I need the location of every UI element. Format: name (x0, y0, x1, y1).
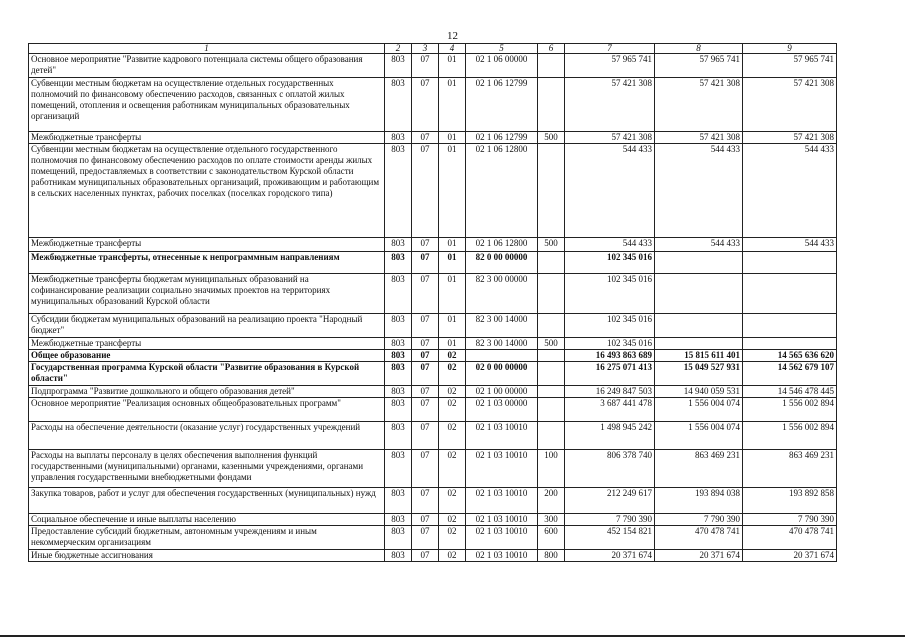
row-amount-3-cell: 1 556 002 894 (743, 422, 837, 450)
row-subsection-cell: 02 (439, 526, 466, 550)
row-section-cell: 07 (412, 386, 439, 398)
row-amount-1-cell: 212 249 617 (565, 488, 655, 514)
row-expense-type-cell: 500 (538, 238, 565, 252)
table-row (29, 514, 837, 526)
page-bottom-border (0, 635, 905, 637)
row-code-cell: 803 (385, 274, 412, 314)
table-row (29, 422, 837, 450)
row-name-cell: Общее образование (29, 350, 385, 362)
row-subsection-cell: 02 (439, 362, 466, 386)
row-amount-3-cell: 193 892 858 (743, 488, 837, 514)
row-amount-3-cell: 470 478 741 (743, 526, 837, 550)
table-row (29, 338, 837, 350)
row-code-cell: 803 (385, 350, 412, 362)
row-section-cell: 07 (412, 54, 439, 78)
row-target-article-cell: 82 3 00 14000 (466, 338, 538, 350)
row-subsection-cell: 01 (439, 338, 466, 350)
table-row (29, 238, 837, 252)
row-code-cell: 803 (385, 514, 412, 526)
row-amount-2-cell: 863 469 231 (655, 450, 743, 488)
row-section-cell: 07 (412, 314, 439, 338)
row-target-article-cell: 02 1 03 10010 (466, 450, 538, 488)
row-amount-2-cell: 20 371 674 (655, 550, 743, 562)
row-target-article-cell: 82 3 00 14000 (466, 314, 538, 338)
row-subsection-cell: 01 (439, 238, 466, 252)
table-row (29, 450, 837, 488)
row-amount-1-cell: 3 687 441 478 (565, 398, 655, 422)
header-cell: 2 (385, 44, 412, 54)
row-target-article-cell: 02 1 03 00000 (466, 398, 538, 422)
header-cell: 9 (743, 44, 837, 54)
row-name-cell: Государственная программа Курской области "Развитие образования в Курской области" (29, 362, 385, 386)
header-cell: 7 (565, 44, 655, 54)
row-code-cell: 803 (385, 450, 412, 488)
table-row (29, 78, 837, 132)
row-amount-1-cell: 1 498 945 242 (565, 422, 655, 450)
row-amount-3-cell: 20 371 674 (743, 550, 837, 562)
row-target-article-cell: 02 1 06 12800 (466, 238, 538, 252)
row-target-article-cell: 02 1 06 00000 (466, 54, 538, 78)
table-row (29, 314, 837, 338)
row-name-cell: Субвенции местным бюджетам на осуществление отдельного государственного полномочия по финансовому обеспечению расходов по оплате стоимости аренды жилых помещений, предоставляемых в соответствии с законодательством Курской области работникам муниципальных образовательных организаций, проживающим и работающим в сельских населенных пунктах, рабочих поселках (поселках городского типа) (29, 144, 385, 238)
row-expense-type-cell (538, 78, 565, 132)
row-code-cell: 803 (385, 78, 412, 132)
row-amount-2-cell: 193 894 038 (655, 488, 743, 514)
row-expense-type-cell (538, 362, 565, 386)
row-amount-1-cell: 16 249 847 503 (565, 386, 655, 398)
row-subsection-cell: 02 (439, 514, 466, 526)
row-name-cell: Межбюджетные трансферты (29, 238, 385, 252)
row-target-article-cell: 02 1 03 10010 (466, 514, 538, 526)
row-name-cell: Межбюджетные трансферты бюджетам муниципальных образований на софинансирование реализации социально значимых проектов на территориях муниципальных образований Курской области (29, 274, 385, 314)
row-amount-1-cell: 57 421 308 (565, 78, 655, 132)
row-code-cell: 803 (385, 398, 412, 422)
row-section-cell: 07 (412, 144, 439, 238)
row-section-cell: 07 (412, 488, 439, 514)
row-amount-1-cell: 544 433 (565, 144, 655, 238)
row-expense-type-cell: 500 (538, 132, 565, 144)
row-target-article-cell: 02 0 00 00000 (466, 362, 538, 386)
row-section-cell: 07 (412, 550, 439, 562)
row-section-cell: 07 (412, 274, 439, 314)
row-amount-2-cell: 14 940 059 531 (655, 386, 743, 398)
row-amount-3-cell: 863 469 231 (743, 450, 837, 488)
row-amount-2-cell (655, 314, 743, 338)
row-amount-3-cell (743, 338, 837, 350)
row-section-cell: 07 (412, 252, 439, 274)
row-target-article-cell: 02 1 03 10010 (466, 488, 538, 514)
row-expense-type-cell: 100 (538, 450, 565, 488)
row-expense-type-cell (538, 398, 565, 422)
table-row (29, 350, 837, 362)
budget-table (28, 43, 837, 562)
row-section-cell: 07 (412, 398, 439, 422)
row-expense-type-cell (538, 252, 565, 274)
row-code-cell: 803 (385, 144, 412, 238)
row-amount-1-cell: 102 345 016 (565, 314, 655, 338)
row-expense-type-cell: 200 (538, 488, 565, 514)
row-amount-2-cell: 57 965 741 (655, 54, 743, 78)
row-subsection-cell: 01 (439, 78, 466, 132)
row-subsection-cell: 01 (439, 314, 466, 338)
row-code-cell: 803 (385, 132, 412, 144)
row-section-cell: 07 (412, 450, 439, 488)
row-expense-type-cell (538, 144, 565, 238)
row-code-cell: 803 (385, 252, 412, 274)
row-expense-type-cell: 800 (538, 550, 565, 562)
row-amount-2-cell: 57 421 308 (655, 78, 743, 132)
row-subsection-cell: 01 (439, 144, 466, 238)
row-amount-3-cell: 7 790 390 (743, 514, 837, 526)
row-section-cell: 07 (412, 132, 439, 144)
row-name-cell: Субсидии бюджетам муниципальных образований на реализацию проекта "Народный бюджет" (29, 314, 385, 338)
row-name-cell: Расходы на выплаты персоналу в целях обеспечения выполнения функций государственными (муниципальными) органами, казенными учреждениями, органами управления государственными внебюджетными фондами (29, 450, 385, 488)
row-subsection-cell: 01 (439, 252, 466, 274)
row-amount-3-cell: 14 565 636 620 (743, 350, 837, 362)
row-amount-1-cell: 102 345 016 (565, 274, 655, 314)
row-name-cell: Межбюджетные трансферты (29, 338, 385, 350)
table-row (29, 488, 837, 514)
row-expense-type-cell: 300 (538, 514, 565, 526)
row-amount-3-cell: 14 562 679 107 (743, 362, 837, 386)
row-amount-3-cell: 544 433 (743, 144, 837, 238)
row-section-cell: 07 (412, 350, 439, 362)
row-section-cell: 07 (412, 422, 439, 450)
row-name-cell: Межбюджетные трансферты, отнесенные к непрограммным направлениям (29, 252, 385, 274)
table-row (29, 386, 837, 398)
row-name-cell: Подпрограмма "Развитие дошкольного и общего образования детей" (29, 386, 385, 398)
row-amount-1-cell: 16 493 863 689 (565, 350, 655, 362)
row-amount-3-cell (743, 314, 837, 338)
row-subsection-cell: 01 (439, 132, 466, 144)
header-cell: 8 (655, 44, 743, 54)
row-target-article-cell: 02 1 06 12799 (466, 132, 538, 144)
row-name-cell: Основное мероприятие "Развитие кадрового потенциала системы общего образования детей" (29, 54, 385, 78)
row-code-cell: 803 (385, 550, 412, 562)
row-expense-type-cell (538, 314, 565, 338)
row-amount-2-cell (655, 338, 743, 350)
row-amount-1-cell: 102 345 016 (565, 252, 655, 274)
row-expense-type-cell (538, 274, 565, 314)
row-code-cell: 803 (385, 526, 412, 550)
row-amount-2-cell: 1 556 004 074 (655, 422, 743, 450)
row-subsection-cell: 02 (439, 398, 466, 422)
table-row (29, 274, 837, 314)
row-subsection-cell: 02 (439, 386, 466, 398)
row-section-cell: 07 (412, 362, 439, 386)
row-code-cell: 803 (385, 338, 412, 350)
row-amount-1-cell: 57 965 741 (565, 54, 655, 78)
row-code-cell: 803 (385, 314, 412, 338)
row-subsection-cell: 02 (439, 350, 466, 362)
header-cell: 4 (439, 44, 466, 54)
table-row (29, 398, 837, 422)
row-name-cell: Субвенции местным бюджетам на осуществление отдельных государственных полномочий по финансовому обеспечению расходов, связанных с оплатой жилых помещений, отопления и освещения работникам муниципальных образовательных организаций (29, 78, 385, 132)
header-cell: 3 (412, 44, 439, 54)
row-amount-2-cell: 57 421 308 (655, 132, 743, 144)
row-amount-2-cell: 470 478 741 (655, 526, 743, 550)
row-amount-1-cell: 102 345 016 (565, 338, 655, 350)
row-expense-type-cell (538, 422, 565, 450)
table-row (29, 550, 837, 562)
row-section-cell: 07 (412, 238, 439, 252)
row-target-article-cell: 02 1 03 10010 (466, 526, 538, 550)
row-target-article-cell: 82 3 00 00000 (466, 274, 538, 314)
row-name-cell: Иные бюджетные ассигнования (29, 550, 385, 562)
row-amount-1-cell: 7 790 390 (565, 514, 655, 526)
page-number: 12 (447, 30, 458, 42)
table-row (29, 526, 837, 550)
row-amount-3-cell: 57 965 741 (743, 54, 837, 78)
row-target-article-cell: 02 1 03 10010 (466, 422, 538, 450)
header-cell: 5 (466, 44, 538, 54)
header-cell: 1 (29, 44, 385, 54)
row-expense-type-cell (538, 386, 565, 398)
row-amount-3-cell: 544 433 (743, 238, 837, 252)
row-target-article-cell: 02 1 03 10010 (466, 550, 538, 562)
row-section-cell: 07 (412, 78, 439, 132)
row-amount-1-cell: 20 371 674 (565, 550, 655, 562)
table-row (29, 252, 837, 274)
row-code-cell: 803 (385, 238, 412, 252)
table-row (29, 54, 837, 78)
row-name-cell: Закупка товаров, работ и услуг для обеспечения государственных (муниципальных) нужд (29, 488, 385, 514)
row-amount-1-cell: 452 154 821 (565, 526, 655, 550)
row-name-cell: Расходы на обеспечение деятельности (оказание услуг) государственных учреждений (29, 422, 385, 450)
row-target-article-cell: 02 1 06 12799 (466, 78, 538, 132)
row-target-article-cell: 82 0 00 00000 (466, 252, 538, 274)
row-subsection-cell: 01 (439, 274, 466, 314)
row-section-cell: 07 (412, 338, 439, 350)
row-amount-2-cell (655, 274, 743, 314)
row-code-cell: 803 (385, 488, 412, 514)
row-target-article-cell: 02 1 06 12800 (466, 144, 538, 238)
row-name-cell: Предоставление субсидий бюджетным, автономным учреждениям и иным некоммерческим организациям (29, 526, 385, 550)
row-subsection-cell: 02 (439, 450, 466, 488)
row-amount-2-cell (655, 252, 743, 274)
header-row (29, 44, 837, 54)
table-row (29, 144, 837, 238)
header-cell: 6 (538, 44, 565, 54)
row-expense-type-cell: 600 (538, 526, 565, 550)
row-subsection-cell: 01 (439, 54, 466, 78)
row-amount-2-cell: 15 815 611 401 (655, 350, 743, 362)
row-target-article-cell (466, 350, 538, 362)
row-target-article-cell: 02 1 00 00000 (466, 386, 538, 398)
row-section-cell: 07 (412, 526, 439, 550)
row-subsection-cell: 02 (439, 422, 466, 450)
table-row (29, 362, 837, 386)
row-subsection-cell: 02 (439, 488, 466, 514)
row-amount-2-cell: 544 433 (655, 238, 743, 252)
row-amount-2-cell: 1 556 004 074 (655, 398, 743, 422)
row-code-cell: 803 (385, 386, 412, 398)
row-code-cell: 803 (385, 54, 412, 78)
row-amount-3-cell: 57 421 308 (743, 78, 837, 132)
row-expense-type-cell: 500 (538, 338, 565, 350)
row-section-cell: 07 (412, 514, 439, 526)
row-name-cell: Основное мероприятие "Реализация основных общеобразовательных программ" (29, 398, 385, 422)
row-amount-3-cell: 14 546 478 445 (743, 386, 837, 398)
row-name-cell: Социальное обеспечение и иные выплаты населению (29, 514, 385, 526)
row-amount-3-cell: 57 421 308 (743, 132, 837, 144)
row-expense-type-cell (538, 54, 565, 78)
row-name-cell: Межбюджетные трансферты (29, 132, 385, 144)
row-amount-1-cell: 544 433 (565, 238, 655, 252)
row-amount-2-cell: 544 433 (655, 144, 743, 238)
row-code-cell: 803 (385, 422, 412, 450)
row-expense-type-cell (538, 350, 565, 362)
row-code-cell: 803 (385, 362, 412, 386)
row-amount-2-cell: 15 049 527 931 (655, 362, 743, 386)
table-row (29, 132, 837, 144)
row-amount-1-cell: 806 378 740 (565, 450, 655, 488)
row-amount-1-cell: 16 275 071 413 (565, 362, 655, 386)
row-subsection-cell: 02 (439, 550, 466, 562)
row-amount-3-cell: 1 556 002 894 (743, 398, 837, 422)
row-amount-3-cell (743, 274, 837, 314)
row-amount-2-cell: 7 790 390 (655, 514, 743, 526)
row-amount-1-cell: 57 421 308 (565, 132, 655, 144)
row-amount-3-cell (743, 252, 837, 274)
